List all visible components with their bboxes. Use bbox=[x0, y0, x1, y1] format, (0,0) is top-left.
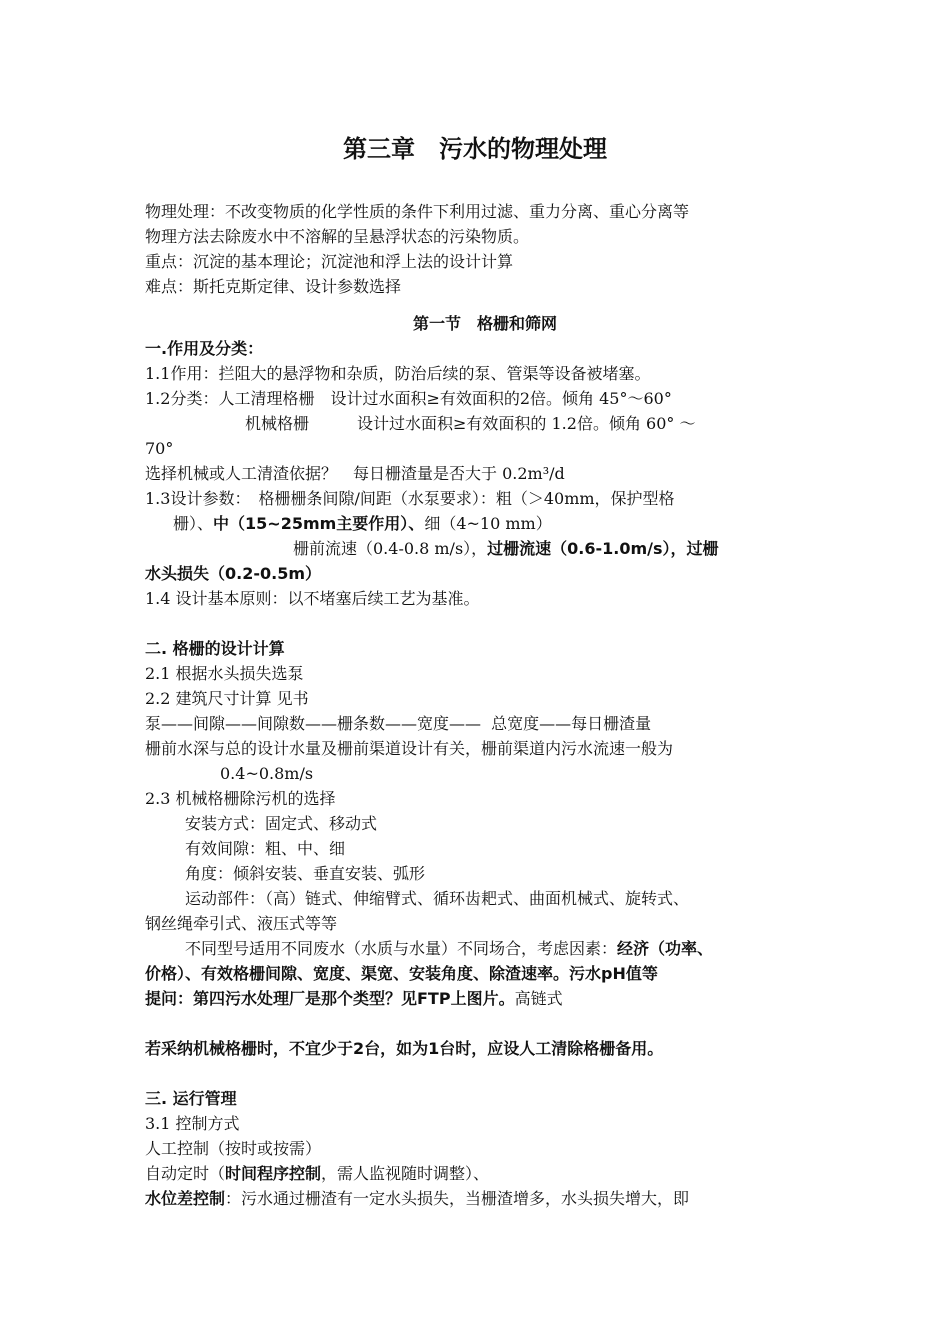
section-1-title: 第一节 格栅和筛网 bbox=[412, 314, 557, 333]
para-3-1c bbox=[145, 1186, 825, 1211]
note-line: 若采纳机械格栅时，不宜少于2台，如为1台时，应设人工清除格栅备用。 bbox=[145, 1039, 664, 1058]
para-2-2c: 栅前水深与总的设计水量及栅前渠道设计有关，栅前渠道内污水流速一般为 bbox=[145, 739, 674, 758]
para-2-3d: 运动部件：（高）链式、伸缩臂式、循环齿耙式、曲面机械式、旋转式、 bbox=[185, 889, 690, 908]
intro-difficulties: 难点：斯托克斯定律、设计参数选择 bbox=[145, 277, 402, 296]
heading-1: 一.作用及分类： bbox=[145, 339, 264, 358]
para-2-3b: 有效间隙：粗、中、细 bbox=[185, 839, 346, 858]
para-1-3c bbox=[145, 536, 825, 561]
heading-3: 三. 运行管理 bbox=[145, 1089, 237, 1108]
bold-span: 中（15~25mm主要作用）、 bbox=[213, 514, 425, 533]
para-3-1a: 人工控制（按时或按需） bbox=[145, 1139, 322, 1158]
para-1-1: 1.1作用：拦阻大的悬浮物和杂质，防治后续的泵、管渠等设备被堵塞。 bbox=[145, 364, 651, 383]
para-2-1: 2.1 根据水头损失选泵 bbox=[145, 664, 304, 683]
para-2-3c: 角度：倾斜安装、垂直安装、弧形 bbox=[185, 864, 426, 883]
text-span: 自动定时（ bbox=[145, 1164, 226, 1183]
bold-span: 经济（功率、 bbox=[617, 939, 714, 958]
para-1-2a: 1.2分类：人工清理格栅 设计过水面积≥有效面积的2倍。倾角 45°～60° bbox=[145, 389, 672, 408]
para-3-1b bbox=[145, 1161, 825, 1186]
text-span: 不同型号适用不同废水（水质与水量）不同场合，考虑因素： bbox=[185, 939, 618, 958]
spacer bbox=[145, 1011, 825, 1036]
para-3-1: 3.1 控制方式 bbox=[145, 1114, 240, 1133]
para-1-4: 1.4 设计基本原则：以不堵塞后续工艺为基准。 bbox=[145, 589, 480, 608]
para-2-3g: 价格）、有效格栅间隙、宽度、渠宽、安装角度、除渣速率。污水pH值等 bbox=[145, 964, 658, 983]
para-1-2c: 70° bbox=[145, 439, 174, 458]
para-2-2b: 泵——间隙——间隙数——栅条数——宽度—— 总宽度——每日栅渣量 bbox=[145, 714, 652, 733]
intro-line-1: 物理处理：不改变物质的化学性质的条件下利用过滤、重力分离、重心分离等 bbox=[145, 202, 690, 221]
spacer bbox=[145, 1061, 825, 1086]
para-2-3a: 安装方式：固定式、移动式 bbox=[185, 814, 378, 833]
intro-line-2: 物理方法去除废水中不溶解的呈悬浮状态的污染物质。 bbox=[145, 227, 530, 246]
intro-key-points: 重点：沉淀的基本理论；沉淀池和浮上法的设计计算 bbox=[145, 252, 514, 271]
para-2-3: 2.3 机械格栅除污机的选择 bbox=[145, 789, 336, 808]
chapter-title: 第三章 污水的物理处理 bbox=[343, 135, 607, 163]
bold-span: 水位差控制 bbox=[145, 1189, 226, 1208]
bold-span: 提问：第四污水处理厂是那个类型？见FTP上图片。 bbox=[145, 989, 515, 1008]
text-span: 栅）、 bbox=[173, 514, 214, 533]
para-2-2d: 0.4~0.8m/s bbox=[220, 764, 314, 783]
para-2-3f bbox=[145, 936, 825, 961]
heading-2: 二. 格栅的设计计算 bbox=[145, 639, 285, 658]
bold-span: 时间程序控制 bbox=[225, 1164, 322, 1183]
para-1-3a: 1.3设计参数： 格栅栅条间隙/间距（水泵要求）：粗（＞40mm，保护型格 bbox=[145, 489, 675, 508]
spacer bbox=[145, 299, 825, 311]
para-1-3d: 水头损失（0.2-0.5m） bbox=[145, 564, 322, 583]
para-select-basis: 选择机械或人工清渣依据？ 每日栅渣量是否大于 0.2m³/d bbox=[145, 464, 565, 483]
text-span: 栅前流速（0.4-0.8 m/s）， bbox=[293, 539, 488, 558]
para-2-3e: 钢丝绳牵引式、液压式等等 bbox=[145, 914, 338, 933]
text-span: 细（4~10 mm） bbox=[424, 514, 552, 533]
text-span: ：污水通过栅渣有一定水头损失，当栅渣增多，水头损失增大，即 bbox=[225, 1189, 690, 1208]
para-2-2: 2.2 建筑尺寸计算 见书 bbox=[145, 689, 309, 708]
spacer bbox=[145, 611, 825, 636]
para-1-2b: 机械格栅 设计过水面积≥有效面积的 1.2倍。倾角 60° ～ bbox=[245, 414, 696, 433]
bold-span: 过栅流速（0.6-1.0m/s），过栅 bbox=[487, 539, 719, 558]
para-1-3b bbox=[145, 511, 825, 536]
document-body bbox=[145, 199, 825, 1211]
text-span: ，需人监视随时调整）、 bbox=[321, 1164, 490, 1183]
question-line bbox=[145, 986, 825, 1011]
text-span: 高链式 bbox=[514, 989, 563, 1008]
